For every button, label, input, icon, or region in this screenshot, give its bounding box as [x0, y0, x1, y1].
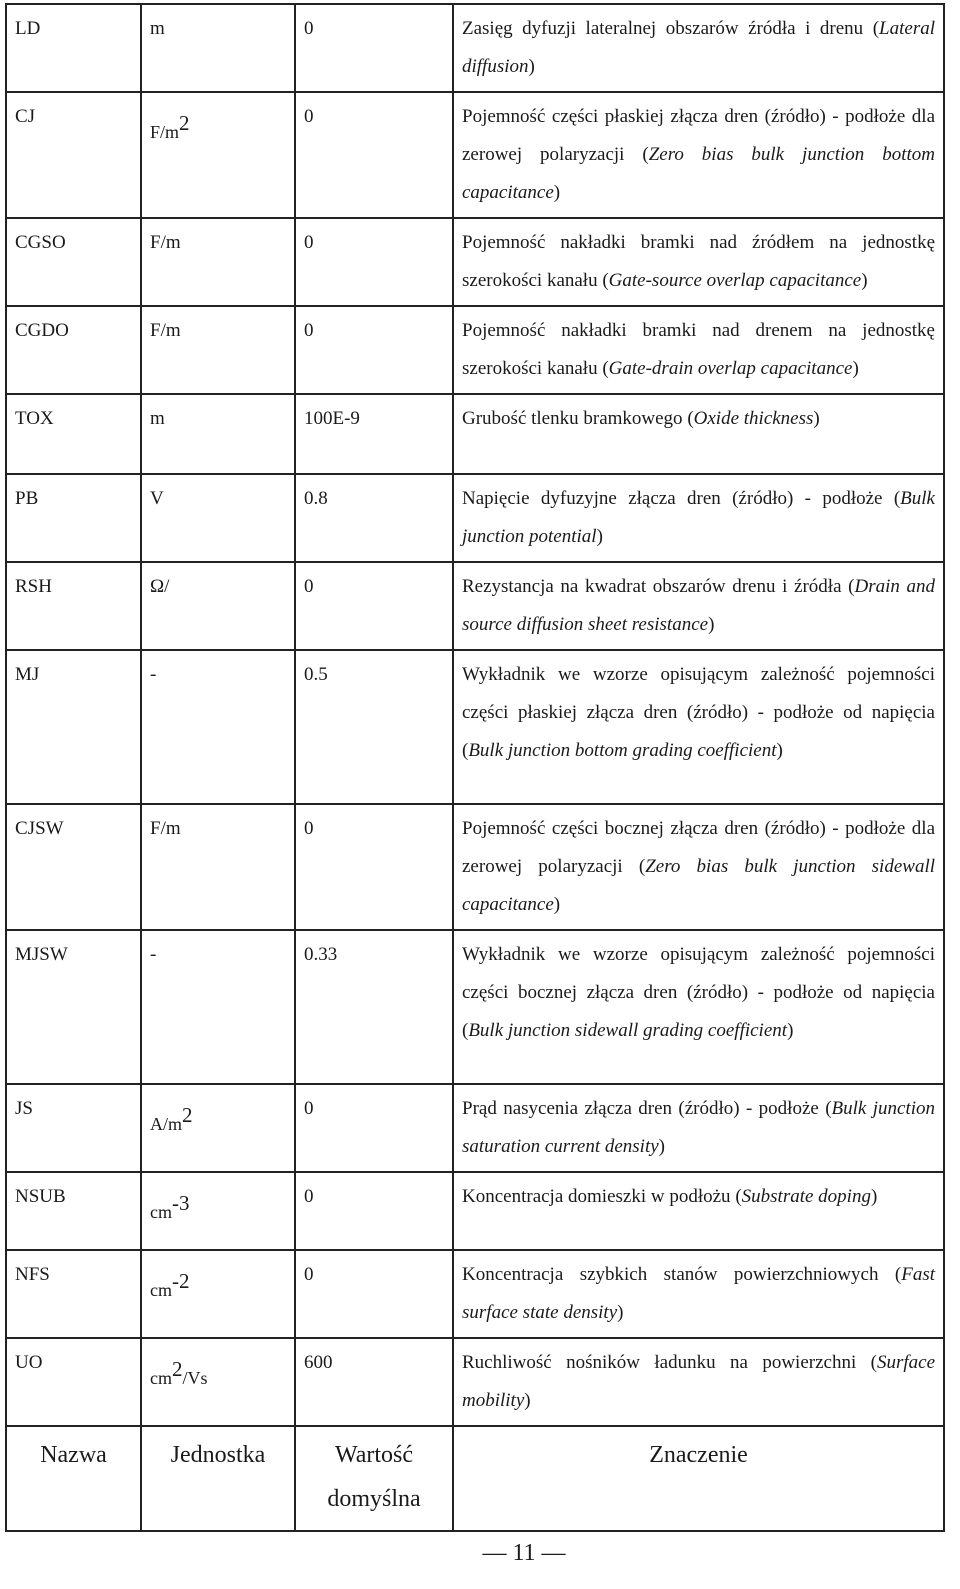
- table-row: [6, 804, 944, 930]
- table-row: [6, 1250, 944, 1338]
- param-unit: [141, 1084, 295, 1172]
- table-row: [6, 650, 944, 804]
- description-pl: Pojemność części bocznej złącza dren (źródło) - podłoże dla zerowej polaryzacji: [462, 818, 935, 877]
- param-name: CGSO: [6, 218, 141, 306]
- table-row: [6, 218, 944, 306]
- param-name: LD: [6, 4, 141, 92]
- param-description: Ruchliwość nośników ładunku na powierzchni (Surface mobility): [453, 1338, 944, 1426]
- description-en: Gate-source overlap capacitance: [608, 270, 862, 291]
- param-default: 600: [295, 1338, 453, 1426]
- table-row: [6, 1338, 944, 1426]
- table-header-row: [6, 1426, 944, 1531]
- param-description: Pojemność nakładki bramki nad drenem na jednostkę szerokości kanału (Gate-drain overlap capacitance): [453, 306, 944, 394]
- param-name: CJSW: [6, 804, 141, 930]
- param-description: Rezystancja na kwadrat obszarów drenu i źródła (Drain and source diffusion sheet resistance): [453, 562, 944, 650]
- param-default: 0: [295, 562, 453, 650]
- param-name: PB: [6, 474, 141, 562]
- description-pl: Pojemność nakładki bramki nad drenem na jednostkę szerokości kanału: [462, 320, 935, 379]
- param-unit: -: [141, 650, 295, 804]
- description-en: Substrate doping: [741, 1186, 871, 1207]
- header-meaning: Znaczenie: [453, 1426, 944, 1531]
- page-number: [0, 1540, 960, 1567]
- param-name: UO: [6, 1338, 141, 1426]
- param-name: CJ: [6, 92, 141, 218]
- description-pl: Napięcie dyfuzyjne złącza dren (źródło) - podłoże: [462, 488, 883, 509]
- param-default: 0.5: [295, 650, 453, 804]
- table-row: [6, 306, 944, 394]
- table-row: [6, 92, 944, 218]
- param-unit: m: [141, 394, 295, 474]
- page-number-dash: —: [541, 1540, 566, 1566]
- table-row: [6, 562, 944, 650]
- param-unit: [141, 1250, 295, 1338]
- param-name: RSH: [6, 562, 141, 650]
- param-unit: F/m: [141, 218, 295, 306]
- description-en: Oxide thickness: [693, 408, 814, 429]
- param-description: Koncentracja domieszki w podłożu (Substrate doping): [453, 1172, 944, 1250]
- description-pl: Rezystancja na kwadrat obszarów drenu i źródła: [462, 576, 842, 597]
- param-default: 0: [295, 4, 453, 92]
- description-pl: Wykładnik we wzorze opisującym zależność pojemności części płaskiej złącza dren (źródło) - podłoże od napięcia: [462, 664, 935, 723]
- header-default: Wartość domyślna: [295, 1426, 453, 1531]
- unit-base: cm: [150, 1368, 172, 1388]
- table-row: [6, 1172, 944, 1250]
- param-default: 100E-9: [295, 394, 453, 474]
- param-unit: V: [141, 474, 295, 562]
- description-en: Gate-drain overlap capacitance: [608, 358, 853, 379]
- header-name: Nazwa: [6, 1426, 141, 1531]
- param-default: 0: [295, 306, 453, 394]
- param-description: Pojemność części bocznej złącza dren (źródło) - podłoże dla zerowej polaryzacji (Zero bias bulk junction sidewall capacitance): [453, 804, 944, 930]
- description-en: Bulk junction saturation current density: [462, 1098, 936, 1157]
- header-unit: Jednostka: [141, 1426, 295, 1531]
- param-default: 0: [295, 218, 453, 306]
- parameters-table: [5, 3, 945, 1532]
- page-number-dash: —: [482, 1540, 507, 1566]
- description-pl: Prąd nasycenia złącza dren (źródło) - podłoże: [462, 1098, 819, 1119]
- unit-tail: /Vs: [182, 1368, 208, 1388]
- description-en: Surface mobility: [462, 1352, 936, 1411]
- description-en: Fast surface state density: [462, 1264, 935, 1323]
- description-en: Zero bias bulk junction bottom capacitance: [462, 144, 936, 203]
- param-default: 0.33: [295, 930, 453, 1084]
- param-name: MJ: [6, 650, 141, 804]
- param-default: 0: [295, 1084, 453, 1172]
- unit-base: F/m: [150, 122, 180, 142]
- unit-base: cm: [150, 1280, 172, 1300]
- description-pl: Ruchliwość nośników ładunku na powierzchni: [462, 1352, 857, 1373]
- table-row: [6, 930, 944, 1084]
- param-description: Pojemność części płaskiej złącza dren (źródło) - podłoże dla zerowej polaryzacji (Zero bias bulk junction bottom capacitance): [453, 92, 944, 218]
- param-unit: Ω/: [141, 562, 295, 650]
- description-pl: Pojemność nakładki bramki nad źródłem na jednostkę szerokości kanału: [462, 232, 935, 291]
- param-unit: -: [141, 930, 295, 1084]
- param-unit: [141, 92, 295, 218]
- unit-exponent: -3: [172, 1191, 190, 1215]
- table-row: [6, 394, 944, 474]
- description-pl: Pojemność części płaskiej złącza dren (źródło) - podłoże dla zerowej polaryzacji: [462, 106, 935, 165]
- description-pl: Wykładnik we wzorze opisującym zależność pojemności części bocznej złącza dren (źródło) - podłoże od napięcia: [462, 944, 935, 1003]
- unit-base: A/m: [150, 1114, 183, 1134]
- param-unit: m: [141, 4, 295, 92]
- param-default: 0: [295, 1250, 453, 1338]
- description-en: Zero bias bulk junction sidewall capacitance: [462, 856, 936, 915]
- table-row: [6, 474, 944, 562]
- description-en: Bulk junction sidewall grading coefficient: [468, 1020, 788, 1041]
- param-unit: F/m: [141, 804, 295, 930]
- param-description: Wykładnik we wzorze opisującym zależność pojemności części bocznej złącza dren (źródło) - podłoże od napięcia (Bulk junction sidewall grading coefficient): [453, 930, 944, 1084]
- param-name: TOX: [6, 394, 141, 474]
- description-pl: Zasięg dyfuzji lateralnej obszarów źródła i drenu: [462, 18, 864, 39]
- description-en: Bulk junction bottom grading coefficient: [468, 740, 777, 761]
- param-description: Koncentracja szybkich stanów powierzchniowych (Fast surface state density): [453, 1250, 944, 1338]
- param-description: Pojemność nakładki bramki nad źródłem na jednostkę szerokości kanału (Gate-source overlap capacitance): [453, 218, 944, 306]
- param-description: Zasięg dyfuzji lateralnej obszarów źródła i drenu (Lateral diffusion): [453, 4, 944, 92]
- param-unit: [141, 1338, 295, 1426]
- param-default: 0.8: [295, 474, 453, 562]
- param-name: CGDO: [6, 306, 141, 394]
- param-description: Napięcie dyfuzyjne złącza dren (źródło) - podłoże (Bulk junction potential): [453, 474, 944, 562]
- unit-exponent: 2: [182, 1103, 193, 1127]
- unit-exponent: 2: [179, 111, 190, 135]
- unit-exponent: 2: [172, 1357, 183, 1381]
- param-description: Wykładnik we wzorze opisującym zależność pojemności części płaskiej złącza dren (źródło) - podłoże od napięcia (Bulk junction bottom grading coefficient): [453, 650, 944, 804]
- param-name: NFS: [6, 1250, 141, 1338]
- unit-base: cm: [150, 1202, 172, 1222]
- description-pl: Koncentracja szybkich stanów powierzchniowych: [462, 1264, 879, 1285]
- param-name: MJSW: [6, 930, 141, 1084]
- unit-exponent: -2: [172, 1269, 190, 1293]
- param-name: JS: [6, 1084, 141, 1172]
- description-en: Lateral diffusion: [462, 18, 935, 77]
- description-en: Bulk junction potential: [462, 488, 935, 547]
- param-default: 0: [295, 804, 453, 930]
- param-name: NSUB: [6, 1172, 141, 1250]
- param-unit: F/m: [141, 306, 295, 394]
- table-row: [6, 4, 944, 92]
- param-description: Prąd nasycenia złącza dren (źródło) - podłoże (Bulk junction saturation current density): [453, 1084, 944, 1172]
- param-description: Grubość tlenku bramkowego (Oxide thickness): [453, 394, 944, 474]
- description-en: Drain and source diffusion sheet resistance: [462, 576, 935, 635]
- description-pl: Grubość tlenku bramkowego: [462, 408, 683, 429]
- param-default: 0: [295, 92, 453, 218]
- page-number-value: 11: [512, 1540, 536, 1566]
- table-row: [6, 1084, 944, 1172]
- description-pl: Koncentracja domieszki w podłożu: [462, 1186, 731, 1207]
- param-unit: [141, 1172, 295, 1250]
- param-default: 0: [295, 1172, 453, 1250]
